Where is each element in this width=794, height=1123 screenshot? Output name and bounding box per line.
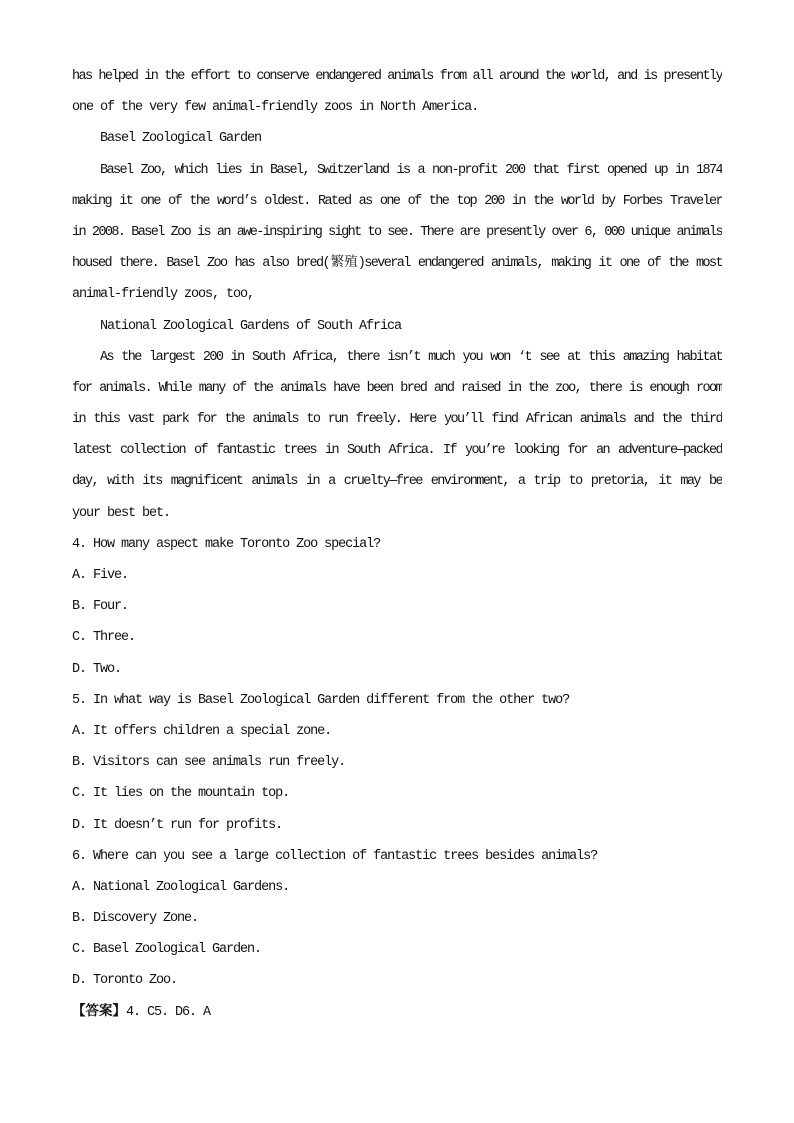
passage-line: making it one of the word’s oldest. Rated as one of the top 200 in the world by Forbes Traveler — [72, 193, 722, 209]
passage-line: day, with its magnificent animals in a cruelty—free environment, a trip to pretoria, it may be — [72, 474, 722, 490]
option-letter: B. — [72, 599, 87, 615]
option-letter: A. — [72, 879, 87, 895]
option-letter: C. — [72, 630, 87, 646]
option-letter: A. — [72, 723, 87, 739]
question-text: In what way is Basel Zoological Garden different from the other two? — [93, 692, 570, 708]
question-stem — [72, 685, 722, 716]
passage-line: has helped in the effort to conserve endangered animals from all around the world, and is presently — [72, 69, 722, 84]
answer-option — [72, 716, 722, 747]
answer-label: 【答案】 — [72, 1004, 126, 1020]
answer-option — [72, 591, 722, 622]
question-number: 6. — [72, 848, 87, 864]
answer-text: 4. C5. D6. A — [126, 1004, 211, 1020]
passage-line: in 2008. Basel Zoo is an awe-inspiring sight to see. There are presently over 6, 000 unique animals — [72, 224, 722, 240]
option-text: It doesn’t run for profits. — [93, 817, 283, 833]
option-letter: B. — [72, 755, 87, 771]
option-text: Two. — [93, 661, 122, 677]
question-number: 5. — [72, 692, 87, 708]
question-text: How many aspect make Toronto Zoo special? — [93, 536, 381, 552]
option-text: National Zoological Gardens. — [93, 879, 290, 895]
answer-option — [72, 903, 722, 934]
option-text: Discovery Zone. — [93, 911, 199, 927]
question-stem — [72, 841, 722, 872]
passage-line: one of the very few animal-friendly zoos in North America. — [72, 100, 479, 116]
passage-line: latest collection of fantastic trees in South Africa. If you’re looking for an adventure—packed — [72, 443, 722, 459]
passage-line: animal-friendly zoos, too, — [72, 287, 255, 303]
option-text: It offers children a special zone. — [93, 723, 332, 739]
passage-line: in this vast park for the animals to run freely. Here you’ll find African animals and the third — [72, 412, 722, 428]
answer-option — [72, 778, 722, 809]
section-heading-south-africa: National Zoological Gardens of South Africa — [100, 318, 402, 334]
option-letter: C. — [72, 786, 87, 802]
option-text: Three. — [93, 630, 136, 646]
option-text: It lies on the mountain top. — [93, 786, 290, 802]
passage-line: Basel Zoo, which lies in Basel, Switzerland is a non-profit 200 that first opened up in 1874 — [100, 162, 722, 178]
option-text: Four. — [93, 599, 129, 615]
passage-line: your best bet. — [72, 505, 171, 521]
option-letter: D. — [72, 817, 87, 833]
option-letter: C. — [72, 942, 87, 958]
answer-option — [72, 872, 722, 903]
answer-option — [72, 622, 722, 653]
option-text: Visitors can see animals run freely. — [93, 755, 346, 771]
option-letter: B. — [72, 911, 87, 927]
answer-key — [72, 997, 722, 1028]
option-text: Toronto Zoo. — [93, 973, 178, 989]
passage-line: housed there. Basel Zoo has also bred(繁殖)several endangered animals, making it one of the most — [72, 256, 722, 272]
option-text: Basel Zoological Garden. — [93, 942, 262, 958]
passage-line: for animals. While many of the animals have been bred and raised in the zoo, there is enough room — [72, 380, 722, 396]
passage-line: As the largest 200 in South Africa, there isn’t much you won ‘t see at this amazing habitat — [100, 349, 722, 365]
answer-option — [72, 560, 722, 591]
section-heading-basel: Basel Zoological Garden — [100, 131, 262, 147]
option-text: Five. — [93, 568, 129, 583]
document-content — [72, 61, 722, 1028]
answer-option — [72, 934, 722, 965]
question-number: 4. — [72, 536, 87, 552]
option-letter: A. — [72, 568, 87, 583]
answer-option — [72, 965, 722, 996]
answer-option — [72, 810, 722, 841]
answer-option — [72, 747, 722, 778]
option-letter: D. — [72, 661, 87, 677]
question-stem — [72, 529, 722, 560]
question-text: Where can you see a large collection of fantastic trees besides animals? — [93, 848, 598, 864]
option-letter: D. — [72, 973, 87, 989]
answer-option — [72, 654, 722, 685]
